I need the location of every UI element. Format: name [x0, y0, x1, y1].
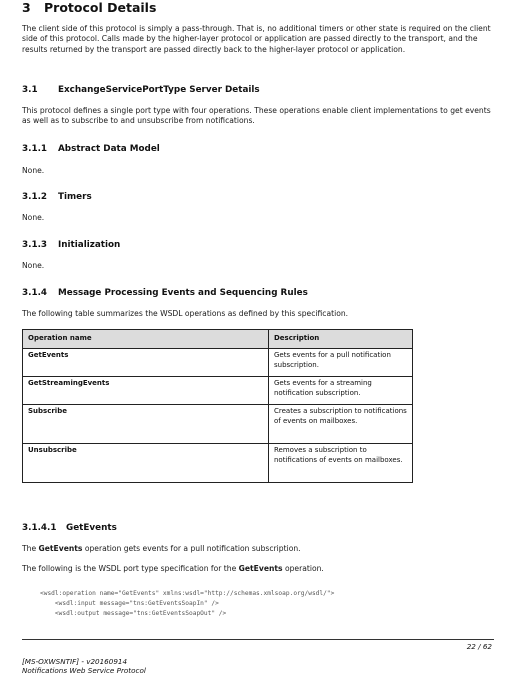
- text-run: operation.: [282, 564, 324, 573]
- section-3-intro: The client side of this protocol is simply a pass-through. That is, no additional timers or other state is required on the client side of this protocol. Calls made by the higher-layer protocol or application are passed directly to the transport, and the results returned by the transport are passed directly back to the higher-layer protocol or application.: [22, 24, 491, 54]
- description-cell: Creates a subscription to notifications of events on mailboxes.: [269, 405, 413, 444]
- section-title: Timers: [58, 192, 92, 202]
- section-number: 3.1.2: [22, 192, 48, 202]
- wsdl-intro: [22, 564, 492, 574]
- code-line: <wsdl:output message="tns:GetEventsSoapOut" />: [40, 610, 227, 617]
- doc-version: [MS-OXWSNTIF] - v20160914: [22, 657, 128, 666]
- section-3-heading: [22, 0, 156, 15]
- section-3-1-2-heading: [22, 192, 92, 202]
- page-number: 22 / 62: [466, 642, 492, 651]
- section-3-1-body: This protocol defines a single port type with four operations. These operations enable client implementations to get events as well as to subscribe to and unsubscribe from notifications.: [22, 106, 491, 126]
- section-3-1-4-body: The following table summarizes the WSDL operations as defined by this specification.: [22, 309, 349, 318]
- column-header-operation-name: Operation name: [23, 330, 269, 349]
- table-row: [23, 405, 413, 444]
- section-title: Protocol Details: [44, 0, 157, 15]
- footer-divider: [22, 639, 494, 640]
- table-row: [23, 349, 413, 377]
- section-title: Message Processing Events and Sequencing Rules: [58, 288, 308, 298]
- section-3-1-2-body: None.: [22, 213, 45, 222]
- section-number: 3.1.4: [22, 288, 48, 298]
- section-3-1-3-heading: [22, 240, 120, 250]
- text-run: The: [22, 544, 39, 553]
- table-header-row: [23, 330, 413, 349]
- operation-name-bold: GetEvents: [38, 544, 83, 553]
- description-cell: Gets events for a pull notification subscription.: [269, 349, 413, 377]
- operation-name-cell: Subscribe: [23, 405, 269, 444]
- section-number: 3.1.4.1: [22, 523, 57, 533]
- section-title: Abstract Data Model: [58, 144, 160, 154]
- description-cell: Removes a subscription to notifications of events on mailboxes.: [269, 444, 413, 483]
- section-3-1-4-1-heading: [22, 523, 117, 533]
- text-run: operation gets events for a pull notification subscription.: [82, 544, 301, 553]
- section-title: ExchangeServicePortType Server Details: [58, 85, 260, 95]
- wsdl-code-block: [40, 589, 334, 619]
- table-row: [23, 444, 413, 483]
- section-title: GetEvents: [66, 523, 117, 533]
- section-title: Initialization: [58, 240, 121, 250]
- description-cell: Gets events for a streaming notification subscription.: [269, 377, 413, 405]
- section-3-1-1-heading: [22, 144, 160, 154]
- section-3-1-4-heading: [22, 288, 308, 298]
- table-row: [23, 377, 413, 405]
- section-3-1-1-body: None.: [22, 166, 45, 175]
- operation-name-cell: GetEvents: [23, 349, 269, 377]
- section-number: 3.1.3: [22, 240, 48, 250]
- operations-table: [22, 329, 413, 483]
- doc-title: Notifications Web Service Protocol: [22, 666, 146, 675]
- operation-name-cell: GetStreamingEvents: [23, 377, 269, 405]
- code-line: <wsdl:input message="tns:GetEventsSoapIn" />: [40, 600, 219, 607]
- getevents-description: [22, 544, 492, 554]
- document-identifier: [22, 657, 146, 675]
- text-run: The following is the WSDL port type specification for the: [22, 564, 239, 573]
- section-number: 3: [22, 0, 31, 15]
- section-number: 3.1.1: [22, 144, 48, 154]
- operation-name-cell: Unsubscribe: [23, 444, 269, 483]
- code-line: <wsdl:operation name="GetEvents" xmlns:wsdl="http://schemas.xmlsoap.org/wsdl/">: [40, 590, 335, 597]
- section-3-1-heading: [22, 85, 260, 95]
- column-header-description: Description: [269, 330, 413, 349]
- section-number: 3.1: [22, 85, 38, 95]
- section-3-1-3-body: None.: [22, 261, 45, 270]
- operation-name-bold: GetEvents: [238, 564, 283, 573]
